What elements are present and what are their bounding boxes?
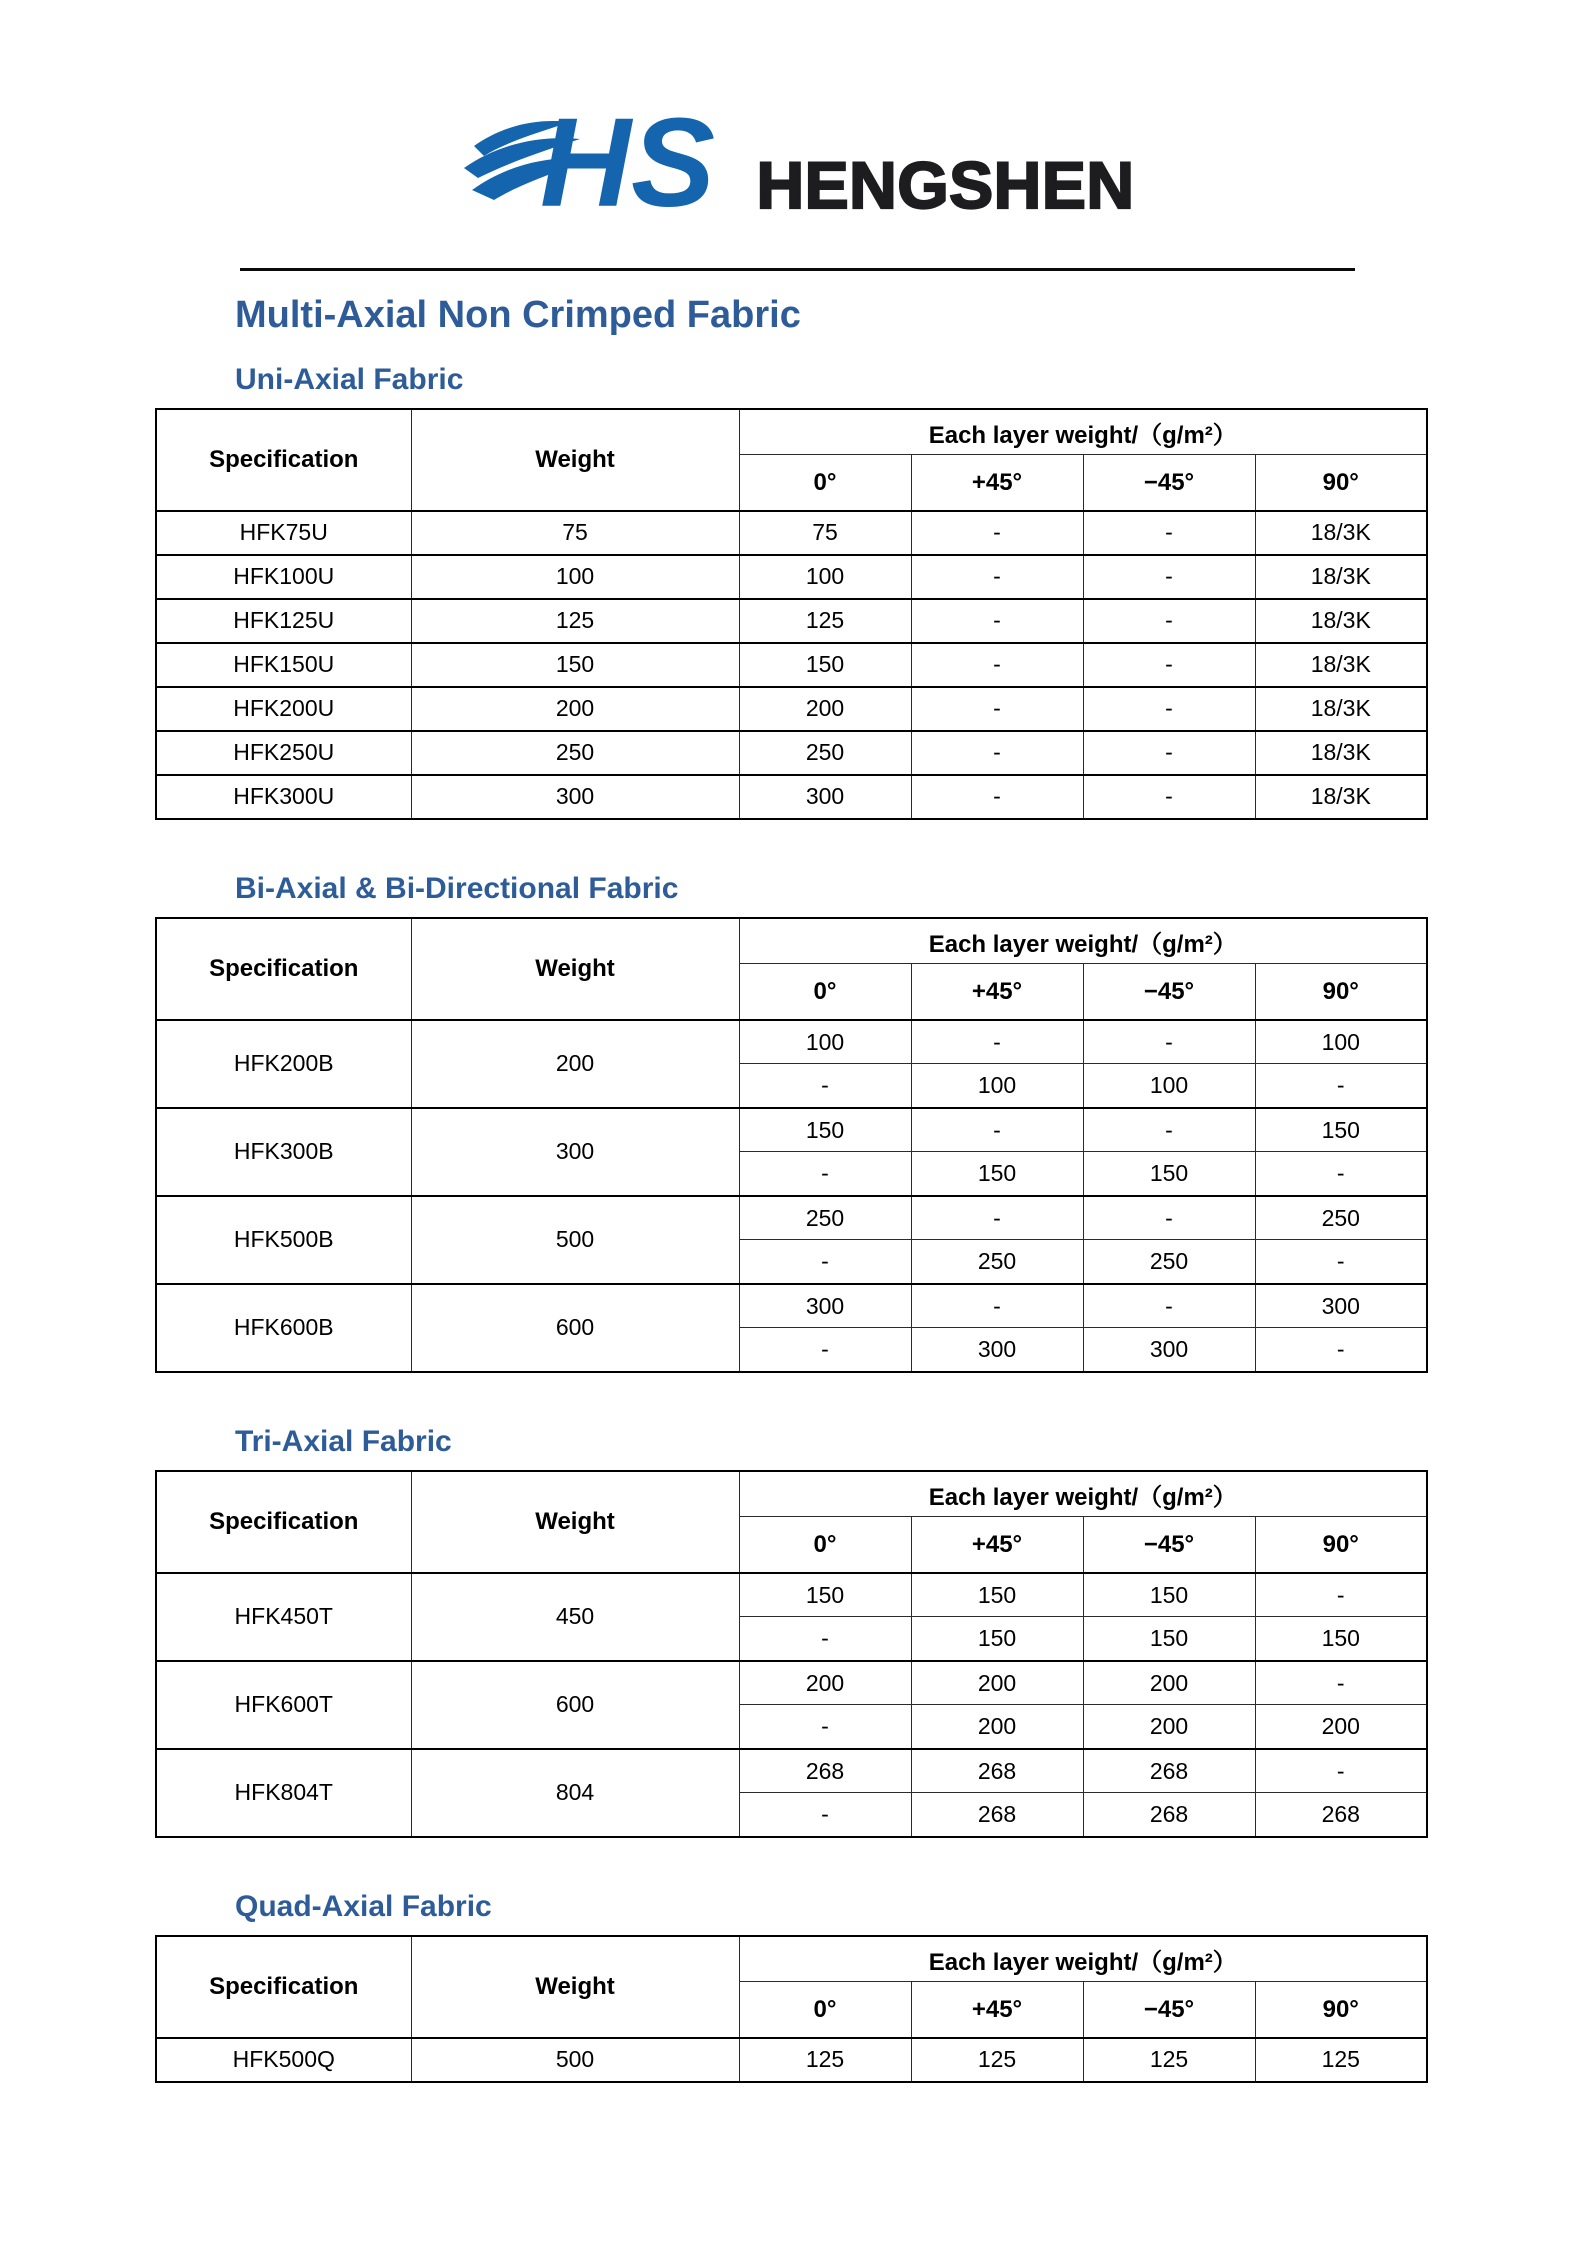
table-row bbox=[156, 643, 1427, 687]
layer-weight-cell: 18/3K bbox=[1255, 731, 1427, 775]
layer-weight-cell: 200 bbox=[911, 1705, 1083, 1749]
table-row bbox=[156, 1108, 1427, 1152]
layer-weight-cell: 268 bbox=[739, 1749, 911, 1793]
layer-weight-cell: 268 bbox=[1255, 1793, 1427, 1837]
weight-cell: 804 bbox=[411, 1749, 739, 1837]
weight-cell: 450 bbox=[411, 1573, 739, 1661]
layer-weight-cell: 100 bbox=[1083, 1064, 1255, 1108]
layer-weight-cell: - bbox=[739, 1793, 911, 1837]
layer-weight-cell: 200 bbox=[1083, 1705, 1255, 1749]
layer-weight-cell: - bbox=[1255, 1064, 1427, 1108]
table-row bbox=[156, 1284, 1427, 1328]
layer-weight-cell: 150 bbox=[911, 1152, 1083, 1196]
layer-weight-cell: 150 bbox=[1083, 1573, 1255, 1617]
layer-weight-cell: - bbox=[739, 1705, 911, 1749]
table-row bbox=[156, 1573, 1427, 1617]
fabric-sections bbox=[0, 363, 1587, 2083]
layer-weight-cell: - bbox=[1083, 731, 1255, 775]
layer-weight-cell: 200 bbox=[911, 1661, 1083, 1705]
table-row bbox=[156, 511, 1427, 555]
spec-cell: HFK250U bbox=[156, 731, 411, 775]
layer-weight-cell: 250 bbox=[1083, 1240, 1255, 1284]
layer-weight-cell: 250 bbox=[911, 1240, 1083, 1284]
table-row bbox=[156, 1196, 1427, 1240]
layer-weight-cell: - bbox=[1083, 1020, 1255, 1064]
layer-weight-cell: - bbox=[1255, 1152, 1427, 1196]
layer-weight-cell: - bbox=[911, 731, 1083, 775]
layer-weight-cell: - bbox=[1083, 1284, 1255, 1328]
layer-weight-cell: 18/3K bbox=[1255, 687, 1427, 731]
spec-cell: HFK200U bbox=[156, 687, 411, 731]
table-row bbox=[156, 775, 1427, 819]
column-header-weight: Weight bbox=[411, 1936, 739, 2038]
weight-cell: 300 bbox=[411, 1108, 739, 1196]
column-header-angle-3: 90° bbox=[1255, 964, 1427, 1020]
layer-weight-cell: - bbox=[911, 1284, 1083, 1328]
layer-weight-cell: - bbox=[739, 1064, 911, 1108]
layer-weight-cell: - bbox=[911, 687, 1083, 731]
layer-weight-cell: - bbox=[1083, 511, 1255, 555]
column-header-angle-0: 0° bbox=[739, 455, 911, 511]
column-header-angle-1: +45° bbox=[911, 1982, 1083, 2038]
logo-hs-text: HS bbox=[540, 92, 716, 232]
column-header-angle-0: 0° bbox=[739, 1517, 911, 1573]
fabric-section bbox=[0, 1425, 1587, 1838]
spec-cell: HFK804T bbox=[156, 1749, 411, 1837]
column-header-angle-2: −45° bbox=[1083, 964, 1255, 1020]
layer-weight-cell: 100 bbox=[739, 1020, 911, 1064]
fabric-table bbox=[155, 1935, 1428, 2083]
layer-weight-cell: - bbox=[911, 1196, 1083, 1240]
column-header-each-layer-weight: Each layer weight/（g/m²） bbox=[739, 918, 1427, 964]
weight-cell: 250 bbox=[411, 731, 739, 775]
column-header-specification: Specification bbox=[156, 1936, 411, 2038]
header-divider bbox=[240, 268, 1355, 271]
layer-weight-cell: 150 bbox=[1083, 1152, 1255, 1196]
layer-weight-cell: 75 bbox=[739, 511, 911, 555]
layer-weight-cell: - bbox=[911, 1108, 1083, 1152]
table-row bbox=[156, 687, 1427, 731]
column-header-each-layer-weight: Each layer weight/（g/m²） bbox=[739, 409, 1427, 455]
table-row bbox=[156, 1020, 1427, 1064]
column-header-weight: Weight bbox=[411, 409, 739, 511]
layer-weight-cell: - bbox=[1083, 599, 1255, 643]
layer-weight-cell: 150 bbox=[739, 643, 911, 687]
layer-weight-cell: - bbox=[1083, 555, 1255, 599]
layer-weight-cell: 125 bbox=[739, 599, 911, 643]
layer-weight-cell: - bbox=[911, 643, 1083, 687]
layer-weight-cell: - bbox=[911, 599, 1083, 643]
column-header-each-layer-weight: Each layer weight/（g/m²） bbox=[739, 1936, 1427, 1982]
section-title: Bi-Axial & Bi-Directional Fabric bbox=[235, 871, 679, 905]
layer-weight-cell: 150 bbox=[1255, 1108, 1427, 1152]
spec-cell: HFK300B bbox=[156, 1108, 411, 1196]
layer-weight-cell: 268 bbox=[1083, 1749, 1255, 1793]
weight-cell: 75 bbox=[411, 511, 739, 555]
column-header-specification: Specification bbox=[156, 409, 411, 511]
layer-weight-cell: 200 bbox=[1083, 1661, 1255, 1705]
column-header-specification: Specification bbox=[156, 1471, 411, 1573]
layer-weight-cell: - bbox=[1083, 1196, 1255, 1240]
company-name: HENGSHEN bbox=[756, 148, 1135, 222]
spec-cell: HFK500B bbox=[156, 1196, 411, 1284]
layer-weight-cell: 300 bbox=[1083, 1328, 1255, 1372]
layer-weight-cell: 250 bbox=[739, 1196, 911, 1240]
layer-weight-cell: 300 bbox=[739, 1284, 911, 1328]
weight-cell: 125 bbox=[411, 599, 739, 643]
column-header-weight: Weight bbox=[411, 918, 739, 1020]
fabric-section bbox=[0, 872, 1587, 1373]
layer-weight-cell: 250 bbox=[1255, 1196, 1427, 1240]
hs-logo-mark bbox=[452, 82, 752, 232]
layer-weight-cell: 200 bbox=[1255, 1705, 1427, 1749]
layer-weight-cell: - bbox=[911, 511, 1083, 555]
layer-weight-cell: - bbox=[911, 775, 1083, 819]
weight-cell: 500 bbox=[411, 1196, 739, 1284]
layer-weight-cell: 18/3K bbox=[1255, 555, 1427, 599]
column-header-angle-0: 0° bbox=[739, 964, 911, 1020]
layer-weight-cell: 150 bbox=[911, 1617, 1083, 1661]
layer-weight-cell: 300 bbox=[739, 775, 911, 819]
company-logo bbox=[452, 82, 1134, 232]
table-row bbox=[156, 1749, 1427, 1793]
spec-cell: HFK300U bbox=[156, 775, 411, 819]
layer-weight-cell: 100 bbox=[739, 555, 911, 599]
layer-weight-cell: - bbox=[911, 1020, 1083, 1064]
table-row bbox=[156, 555, 1427, 599]
weight-cell: 100 bbox=[411, 555, 739, 599]
column-header-angle-3: 90° bbox=[1255, 1982, 1427, 2038]
layer-weight-cell: - bbox=[1255, 1749, 1427, 1793]
layer-weight-cell: - bbox=[1255, 1573, 1427, 1617]
layer-weight-cell: 125 bbox=[1083, 2038, 1255, 2082]
weight-cell: 150 bbox=[411, 643, 739, 687]
section-title: Uni-Axial Fabric bbox=[235, 362, 464, 396]
table-row bbox=[156, 1661, 1427, 1705]
layer-weight-cell: 150 bbox=[1083, 1617, 1255, 1661]
weight-cell: 200 bbox=[411, 1020, 739, 1108]
layer-weight-cell: - bbox=[1255, 1661, 1427, 1705]
layer-weight-cell: 125 bbox=[911, 2038, 1083, 2082]
spec-cell: HFK75U bbox=[156, 511, 411, 555]
layer-weight-cell: - bbox=[739, 1328, 911, 1372]
layer-weight-cell: - bbox=[739, 1152, 911, 1196]
layer-weight-cell: 150 bbox=[1255, 1617, 1427, 1661]
layer-weight-cell: - bbox=[739, 1617, 911, 1661]
column-header-weight: Weight bbox=[411, 1471, 739, 1573]
fabric-table bbox=[155, 1470, 1428, 1838]
layer-weight-cell: 200 bbox=[739, 687, 911, 731]
spec-cell: HFK600T bbox=[156, 1661, 411, 1749]
weight-cell: 500 bbox=[411, 2038, 739, 2082]
layer-weight-cell: 18/3K bbox=[1255, 643, 1427, 687]
layer-weight-cell: 100 bbox=[1255, 1020, 1427, 1064]
fabric-section bbox=[0, 1890, 1587, 2083]
weight-cell: 600 bbox=[411, 1661, 739, 1749]
layer-weight-cell: - bbox=[1083, 687, 1255, 731]
table-row bbox=[156, 599, 1427, 643]
fabric-table bbox=[155, 917, 1428, 1373]
column-header-angle-1: +45° bbox=[911, 1517, 1083, 1573]
layer-weight-cell: 150 bbox=[739, 1573, 911, 1617]
layer-weight-cell: 150 bbox=[739, 1108, 911, 1152]
column-header-angle-1: +45° bbox=[911, 455, 1083, 511]
spec-cell: HFK600B bbox=[156, 1284, 411, 1372]
spec-cell: HFK450T bbox=[156, 1573, 411, 1661]
section-title: Tri-Axial Fabric bbox=[235, 1424, 452, 1458]
layer-weight-cell: - bbox=[1255, 1240, 1427, 1284]
layer-weight-cell: 18/3K bbox=[1255, 599, 1427, 643]
section-title: Quad-Axial Fabric bbox=[235, 1889, 492, 1923]
page-title: Multi-Axial Non Crimped Fabric bbox=[235, 294, 801, 336]
layer-weight-cell: 268 bbox=[911, 1749, 1083, 1793]
layer-weight-cell: - bbox=[911, 555, 1083, 599]
weight-cell: 300 bbox=[411, 775, 739, 819]
layer-weight-cell: 200 bbox=[739, 1661, 911, 1705]
spec-cell: HFK200B bbox=[156, 1020, 411, 1108]
column-header-angle-3: 90° bbox=[1255, 1517, 1427, 1573]
column-header-each-layer-weight: Each layer weight/（g/m²） bbox=[739, 1471, 1427, 1517]
spec-cell: HFK500Q bbox=[156, 2038, 411, 2082]
layer-weight-cell: 18/3K bbox=[1255, 511, 1427, 555]
spec-cell: HFK150U bbox=[156, 643, 411, 687]
spec-cell: HFK125U bbox=[156, 599, 411, 643]
layer-weight-cell: - bbox=[1083, 775, 1255, 819]
layer-weight-cell: - bbox=[739, 1240, 911, 1284]
layer-weight-cell: 268 bbox=[911, 1793, 1083, 1837]
layer-weight-cell: - bbox=[1083, 1108, 1255, 1152]
fabric-section bbox=[0, 363, 1587, 820]
column-header-angle-2: −45° bbox=[1083, 455, 1255, 511]
column-header-angle-0: 0° bbox=[739, 1982, 911, 2038]
column-header-angle-3: 90° bbox=[1255, 455, 1427, 511]
table-row bbox=[156, 2038, 1427, 2082]
column-header-angle-1: +45° bbox=[911, 964, 1083, 1020]
layer-weight-cell: 100 bbox=[911, 1064, 1083, 1108]
layer-weight-cell: 268 bbox=[1083, 1793, 1255, 1837]
spec-cell: HFK100U bbox=[156, 555, 411, 599]
weight-cell: 200 bbox=[411, 687, 739, 731]
layer-weight-cell: 300 bbox=[911, 1328, 1083, 1372]
layer-weight-cell: 300 bbox=[1255, 1284, 1427, 1328]
column-header-specification: Specification bbox=[156, 918, 411, 1020]
layer-weight-cell: 150 bbox=[911, 1573, 1083, 1617]
layer-weight-cell: - bbox=[1255, 1328, 1427, 1372]
column-header-angle-2: −45° bbox=[1083, 1517, 1255, 1573]
weight-cell: 600 bbox=[411, 1284, 739, 1372]
layer-weight-cell: 125 bbox=[739, 2038, 911, 2082]
fabric-table bbox=[155, 408, 1428, 820]
table-row bbox=[156, 731, 1427, 775]
layer-weight-cell: 250 bbox=[739, 731, 911, 775]
layer-weight-cell: - bbox=[1083, 643, 1255, 687]
column-header-angle-2: −45° bbox=[1083, 1982, 1255, 2038]
layer-weight-cell: 18/3K bbox=[1255, 775, 1427, 819]
layer-weight-cell: 125 bbox=[1255, 2038, 1427, 2082]
